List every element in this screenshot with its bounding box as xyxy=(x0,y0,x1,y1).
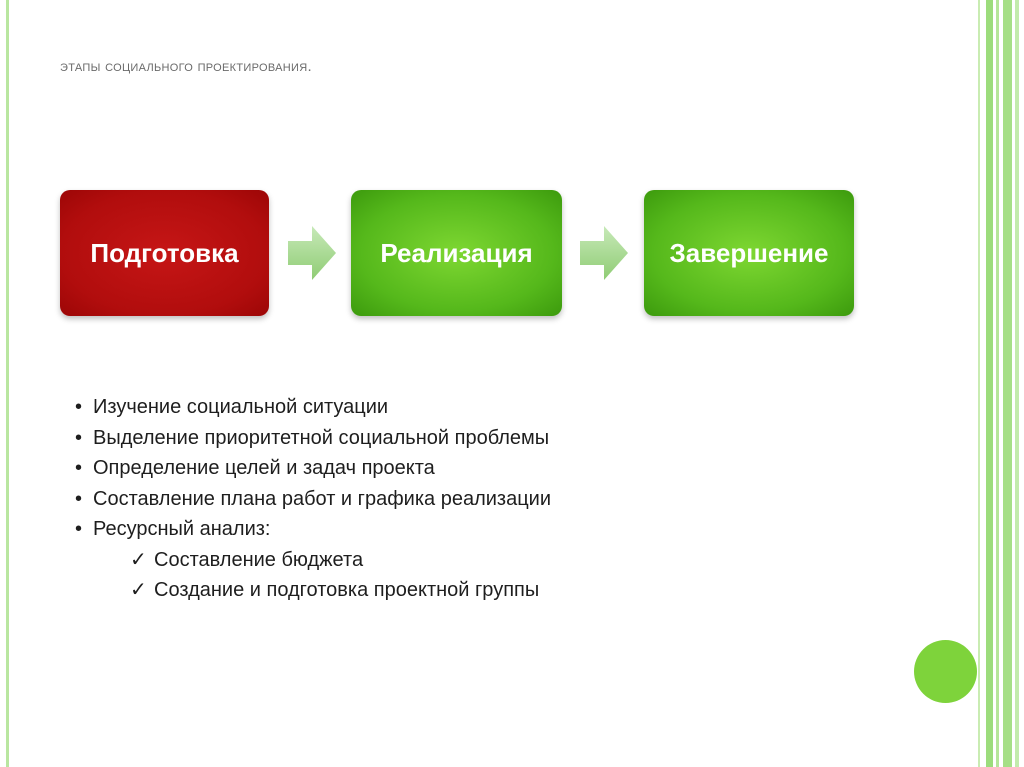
frame-line-right xyxy=(1003,0,1012,767)
right-arrow-icon xyxy=(288,226,336,280)
stage-implementation xyxy=(351,190,562,316)
sub-list-item-text: Создание и подготовка проектной группы xyxy=(154,579,540,601)
bullet-icon: • xyxy=(75,487,83,510)
list-item-text: Ресурсный анализ: xyxy=(93,518,271,540)
list-item xyxy=(75,484,551,515)
list-item xyxy=(75,392,551,423)
checkmark-icon: ✓ xyxy=(130,548,147,571)
list-item-text: Составление плана работ и графика реализации xyxy=(93,487,551,510)
decorative-circle xyxy=(914,640,977,703)
checkmark-icon: ✓ xyxy=(130,579,147,601)
stage-tasks-list xyxy=(75,392,551,606)
frame-line-right xyxy=(1015,0,1019,767)
bullet-icon: • xyxy=(75,396,83,418)
bullet-icon: • xyxy=(75,518,83,540)
stage-label: Подготовка xyxy=(90,237,239,268)
bullet-icon: • xyxy=(75,426,83,449)
list-item-text: Выделение приоритетной социальной проблемы xyxy=(93,426,550,449)
list-item xyxy=(75,423,551,454)
slide-title: этапы социального проектирования. xyxy=(60,58,312,75)
list-item-text: Определение целей и задач проекта xyxy=(93,457,435,479)
list-item xyxy=(75,514,551,545)
stage-completion xyxy=(644,190,854,316)
frame-line-right xyxy=(996,0,999,767)
sub-list-item xyxy=(75,545,551,576)
list-item xyxy=(75,453,551,484)
stage-preparation xyxy=(60,190,269,316)
frame-line-right xyxy=(986,0,993,767)
right-arrow-icon xyxy=(580,226,628,280)
list-item-text: Изучение социальной ситуации xyxy=(93,396,389,418)
bullet-icon: • xyxy=(75,457,83,479)
sub-list-item xyxy=(75,575,551,606)
frame-line-left xyxy=(6,0,9,767)
frame-line-right xyxy=(978,0,980,767)
stage-label: Реализация xyxy=(380,237,533,268)
stage-label: Завершение xyxy=(669,237,829,268)
sub-list-item-text: Составление бюджета xyxy=(154,548,364,571)
